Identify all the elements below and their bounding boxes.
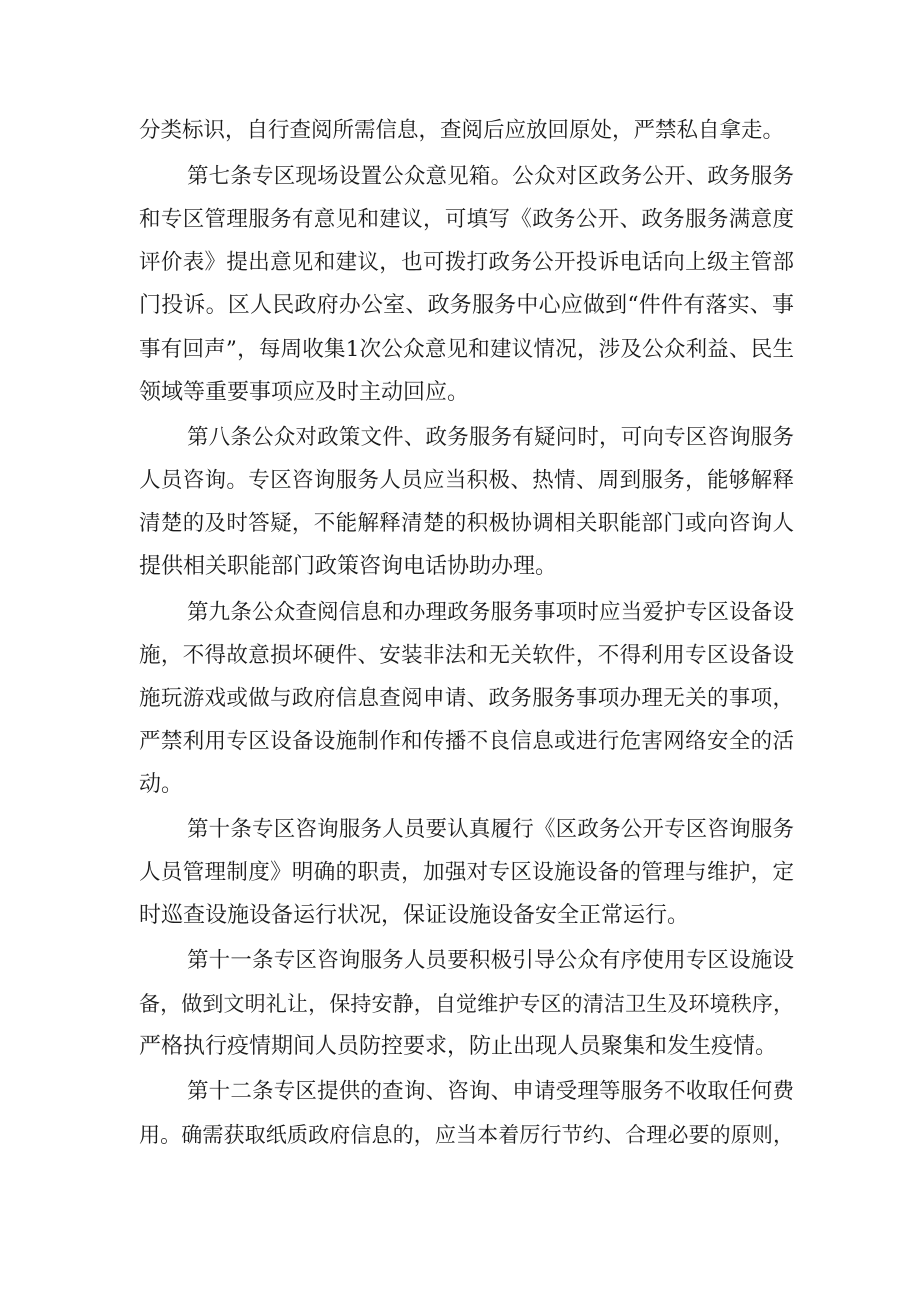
text-line: 提供相关职能部门政策咨询电话协助办理。 — [139, 554, 558, 579]
text-line: 第十条专区咨询服务人员要认真履行《区政务公开专区咨询服务 — [187, 817, 794, 842]
text-line: 领域等重要事项应及时主动回应。 — [139, 380, 470, 405]
text-line: 人员咨询。专区咨询服务人员应当积极、热情、周到服务，能够解释 — [139, 468, 794, 493]
text-line: 动。 — [139, 772, 184, 797]
text-line: 和专区管理服务有意见和建议，可填写《政务公开、政务服务满意度 — [139, 207, 794, 232]
text-line: 门投诉。区人民政府办公室、政务服务中心应做到“件件有落实、事 — [139, 293, 794, 318]
text-line: 第九条公众查阅信息和办理政务服务事项时应当爱护专区设备设 — [187, 600, 794, 625]
text-line: 备，做到文明礼让，保持安静，自觉维护专区的清洁卫生及环境秩序， — [139, 992, 794, 1016]
text-line: 施，不得故意损坏硬件、安装非法和无关软件，不得利用专区设备设 — [139, 643, 794, 668]
text-line: 用。确需获取纸质政府信息的，应当本着厉行节约、合理必要的原则， — [139, 1123, 794, 1147]
text-line: 严禁利用专区设备设施制作和传播不良信息或进行危害网络安全的活 — [139, 729, 794, 754]
text-line: 评价表》提出意见和建议，也可拨打政务公开投诉电话向上级主管部 — [139, 250, 794, 275]
text-line: 人员管理制度》明确的职责，加强对专区设施设备的管理与维护，定 — [139, 860, 794, 885]
text-line: 施玩游戏或做与政府信息查阅申请、政务服务事项办理无关的事项， — [139, 686, 794, 711]
text-line: 清楚的及时答疑，不能解释清楚的积极协调相关职能部门或向咨询人 — [139, 511, 794, 536]
text-line: 事有回声”，每周收集1次公众意见和建议情况，涉及公众利益、民生 — [139, 337, 794, 362]
text-line: 第七条专区现场设置公众意见箱。公众对区政务公开、政务服务 — [187, 164, 794, 189]
text-line: 分类标识，自行查阅所需信息，查阅后应放回原处，严禁私自拿走。 — [139, 118, 785, 143]
text-line: 第十一条专区咨询服务人员要积极引导公众有序使用专区设施设 — [187, 948, 794, 973]
text-line: 第八条公众对政策文件、政务服务有疑问时，可向专区咨询服务 — [187, 425, 794, 450]
text-line: 第十二条专区提供的查询、咨询、申请受理等服务不收取任何费 — [187, 1079, 794, 1104]
text-line: 严格执行疫情期间人员防控要求，防止出现人员聚集和发生疫情。 — [139, 1034, 778, 1059]
text-line: 时巡查设施设备运行状况，保证设施设备安全正常运行。 — [139, 903, 690, 928]
